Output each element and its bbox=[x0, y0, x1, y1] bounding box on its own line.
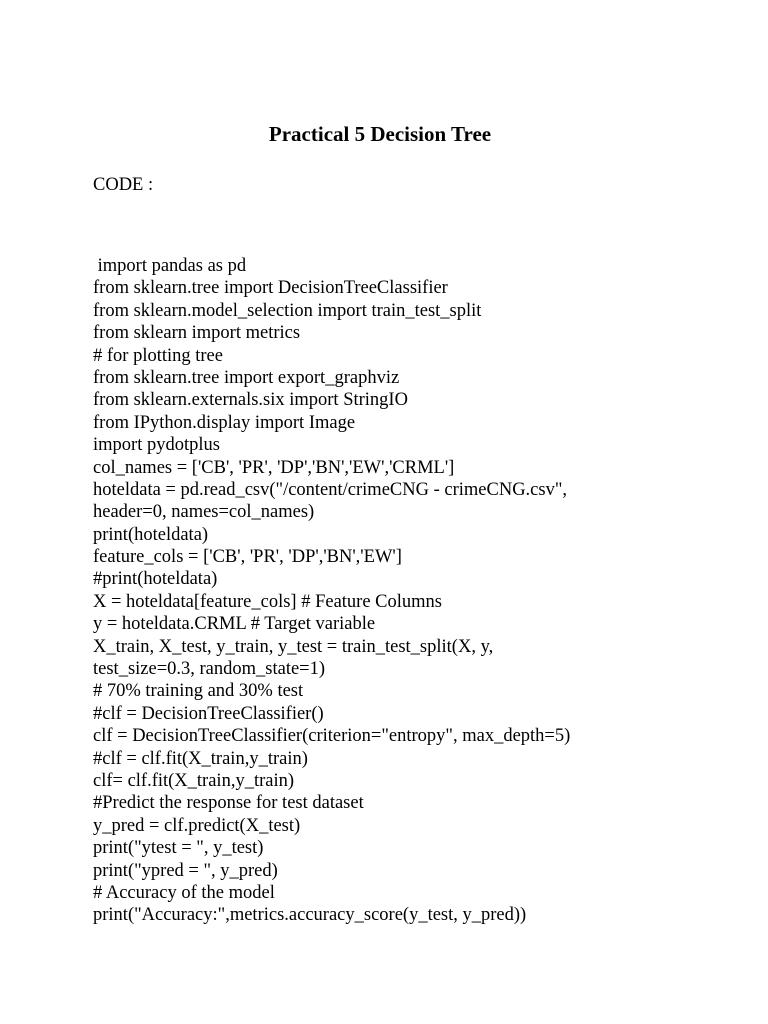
code-line: #Predict the response for test dataset bbox=[93, 793, 364, 814]
code-line: hoteldata = pd.read_csv("/content/crimeCNG - crimeCNG.csv", bbox=[93, 479, 568, 500]
code-line: # Accuracy of the model bbox=[93, 882, 275, 903]
code-line: print("ytest = ", y_test) bbox=[93, 838, 264, 859]
code-line: clf = DecisionTreeClassifier(criterion="entropy", max_depth=5) bbox=[93, 726, 571, 747]
code-line: import pandas as pd bbox=[93, 256, 247, 276]
code-line: from sklearn import metrics bbox=[93, 323, 301, 344]
code-line: from sklearn.model_selection import train_test_split bbox=[93, 300, 482, 321]
page-title: Practical 5 Decision Tree bbox=[268, 122, 492, 146]
code-line: header=0, names=col_names) bbox=[93, 502, 315, 523]
code-line: #clf = DecisionTreeClassifier() bbox=[93, 703, 324, 724]
code-line: print(hoteldata) bbox=[93, 524, 209, 545]
code-line: col_names = ['CB', 'PR', 'DP','BN','EW','CRML'] bbox=[93, 457, 455, 478]
section-label: CODE : bbox=[93, 175, 154, 195]
code-line: # for plotting tree bbox=[93, 345, 223, 366]
code-block bbox=[93, 255, 733, 927]
code-line: feature_cols = ['CB', 'PR', 'DP','BN','EW'] bbox=[93, 547, 402, 568]
code-line: # 70% training and 30% test bbox=[93, 681, 304, 702]
code-line: from IPython.display import Image bbox=[93, 412, 356, 433]
code-line: #print(hoteldata) bbox=[93, 569, 218, 590]
code-line: test_size=0.3, random_state=1) bbox=[93, 659, 326, 680]
code-line: X_train, X_test, y_train, y_test = train_test_split(X, y, bbox=[93, 636, 494, 657]
code-line: from sklearn.tree import DecisionTreeClassifier bbox=[93, 278, 448, 299]
code-line: y = hoteldata.CRML # Target variable bbox=[93, 614, 376, 635]
code-line: X = hoteldata[feature_cols] # Feature Columns bbox=[93, 591, 442, 612]
code-line: from sklearn.tree import export_graphviz bbox=[93, 367, 400, 388]
code-line: import pydotplus bbox=[93, 435, 220, 456]
code-line: #clf = clf.fit(X_train,y_train) bbox=[93, 748, 308, 769]
code-line: clf= clf.fit(X_train,y_train) bbox=[93, 770, 295, 791]
code-line: y_pred = clf.predict(X_test) bbox=[93, 815, 301, 836]
code-line: print("Accuracy:",metrics.accuracy_score(y_test, y_pred)) bbox=[93, 905, 527, 926]
code-line: from sklearn.externals.six import StringIO bbox=[93, 390, 408, 411]
code-line: print("ypred = ", y_pred) bbox=[93, 860, 278, 881]
